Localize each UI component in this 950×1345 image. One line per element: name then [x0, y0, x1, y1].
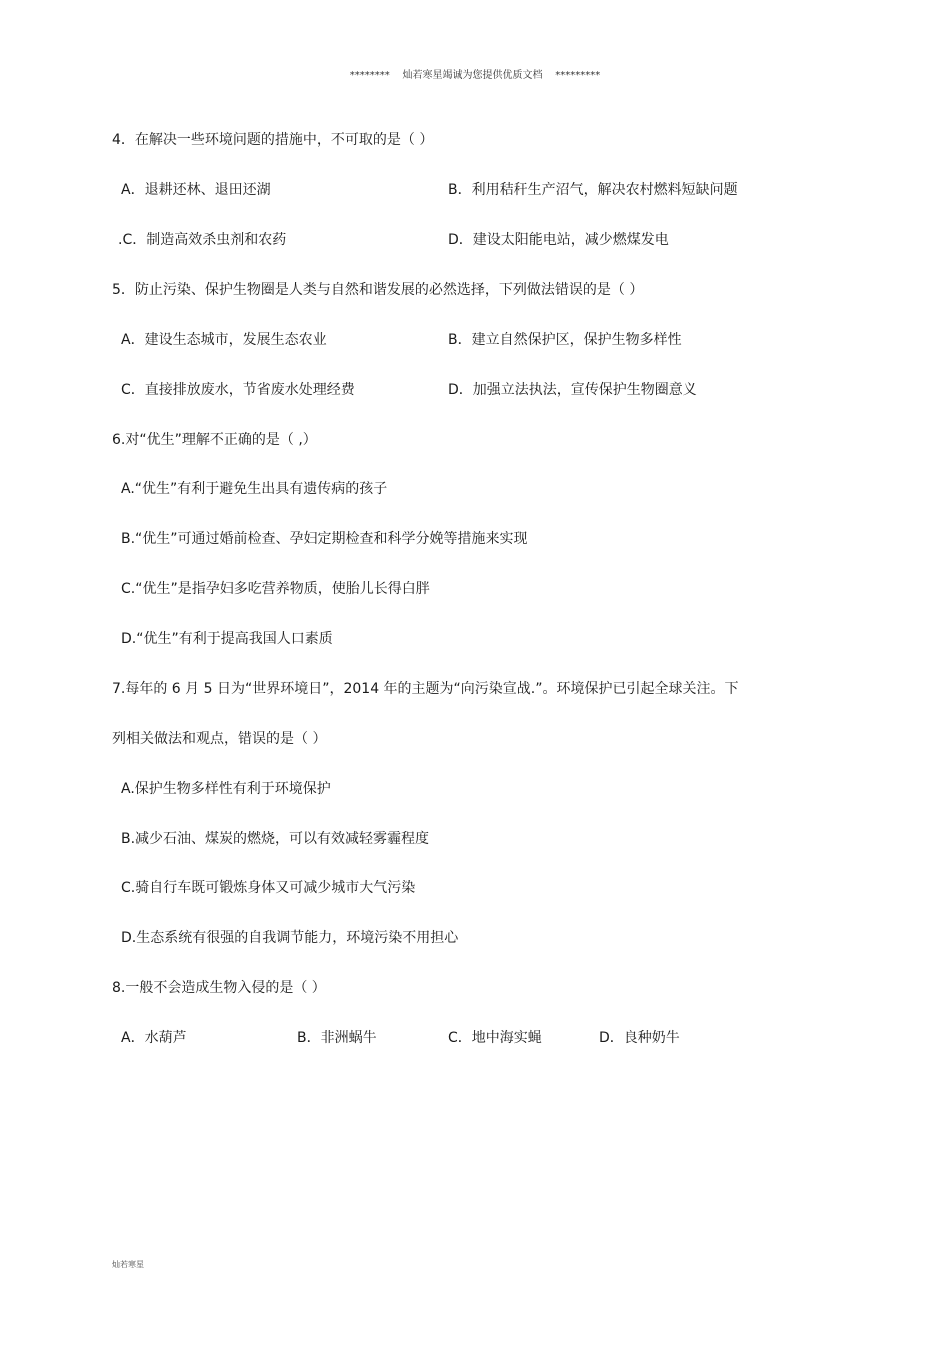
question-4-option-b: B．利用秸秆生产沼气，解决农村燃料短缺问题	[448, 182, 738, 198]
question-6-option-a: A.“优生”有利于避免生出具有遗传病的孩子	[121, 481, 388, 497]
question-6-option-c: C.“优生”是指孕妇多吃营养物质，使胎儿长得白胖	[121, 581, 430, 597]
question-5-option-c: C．直接排放废水，节省废水处理经费	[121, 382, 355, 398]
question-5-option-a: A．建设生态城市，发展生态农业	[121, 332, 327, 348]
question-4-option-c: .C．制造高效杀虫剂和农药	[118, 232, 287, 248]
question-7-stem-line-1: 7.每年的 6 月 5 日为“世界环境日”，2014 年的主题为“向污染宣战.”。环境保护已引起全球关注。下	[112, 681, 739, 697]
question-6-stem: 6.对“优生”理解不正确的是（ ,）	[112, 432, 317, 448]
question-7-option-d: D.生态系统有很强的自我调节能力，环境污染不用担心	[121, 930, 459, 946]
question-7-option-b: B.减少石油、煤炭的燃烧，可以有效减轻雾霾程度	[121, 831, 430, 847]
question-7-option-a: A.保护生物多样性有利于环境保护	[121, 781, 331, 797]
question-6-option-d: D.“优生”有利于提高我国人口素质	[121, 631, 333, 647]
question-7-stem-line-2: 列相关做法和观点，错误的是（ ）	[112, 731, 327, 747]
question-4-option-a: A．退耕还林、退田还湖	[121, 182, 271, 198]
page-header: ******** 灿若寒星竭诚为您提供优质文档 *********	[349, 70, 601, 81]
question-4-option-d: D．建设太阳能电站，减少燃煤发电	[448, 232, 669, 248]
question-8-option-c: C．地中海实蝇	[448, 1030, 542, 1046]
question-8-option-a: A．水葫芦	[121, 1030, 187, 1046]
page-footer: 灿若寒星	[112, 1260, 144, 1269]
question-5-stem: 5．防止污染、保护生物圈是人类与自然和谐发展的必然选择，下列做法错误的是（ ）	[112, 282, 644, 298]
question-6-option-b: B.“优生”可通过婚前检查、孕妇定期检查和科学分娩等措施来实现	[121, 531, 528, 547]
question-8-option-b: B．非洲蜗牛	[297, 1030, 377, 1046]
question-4-stem: 4．在解决一些环境问题的措施中，不可取的是（ ）	[112, 132, 434, 148]
question-5-option-d: D．加强立法执法，宣传保护生物圈意义	[448, 382, 697, 398]
question-5-option-b: B．建立自然保护区，保护生物多样性	[448, 332, 682, 348]
question-7-option-c: C.骑自行车既可锻炼身体又可减少城市大气污染	[121, 880, 416, 896]
question-8-option-d: D．良种奶牛	[599, 1030, 680, 1046]
question-8-stem: 8.一般不会造成生物入侵的是（ ）	[112, 980, 326, 996]
